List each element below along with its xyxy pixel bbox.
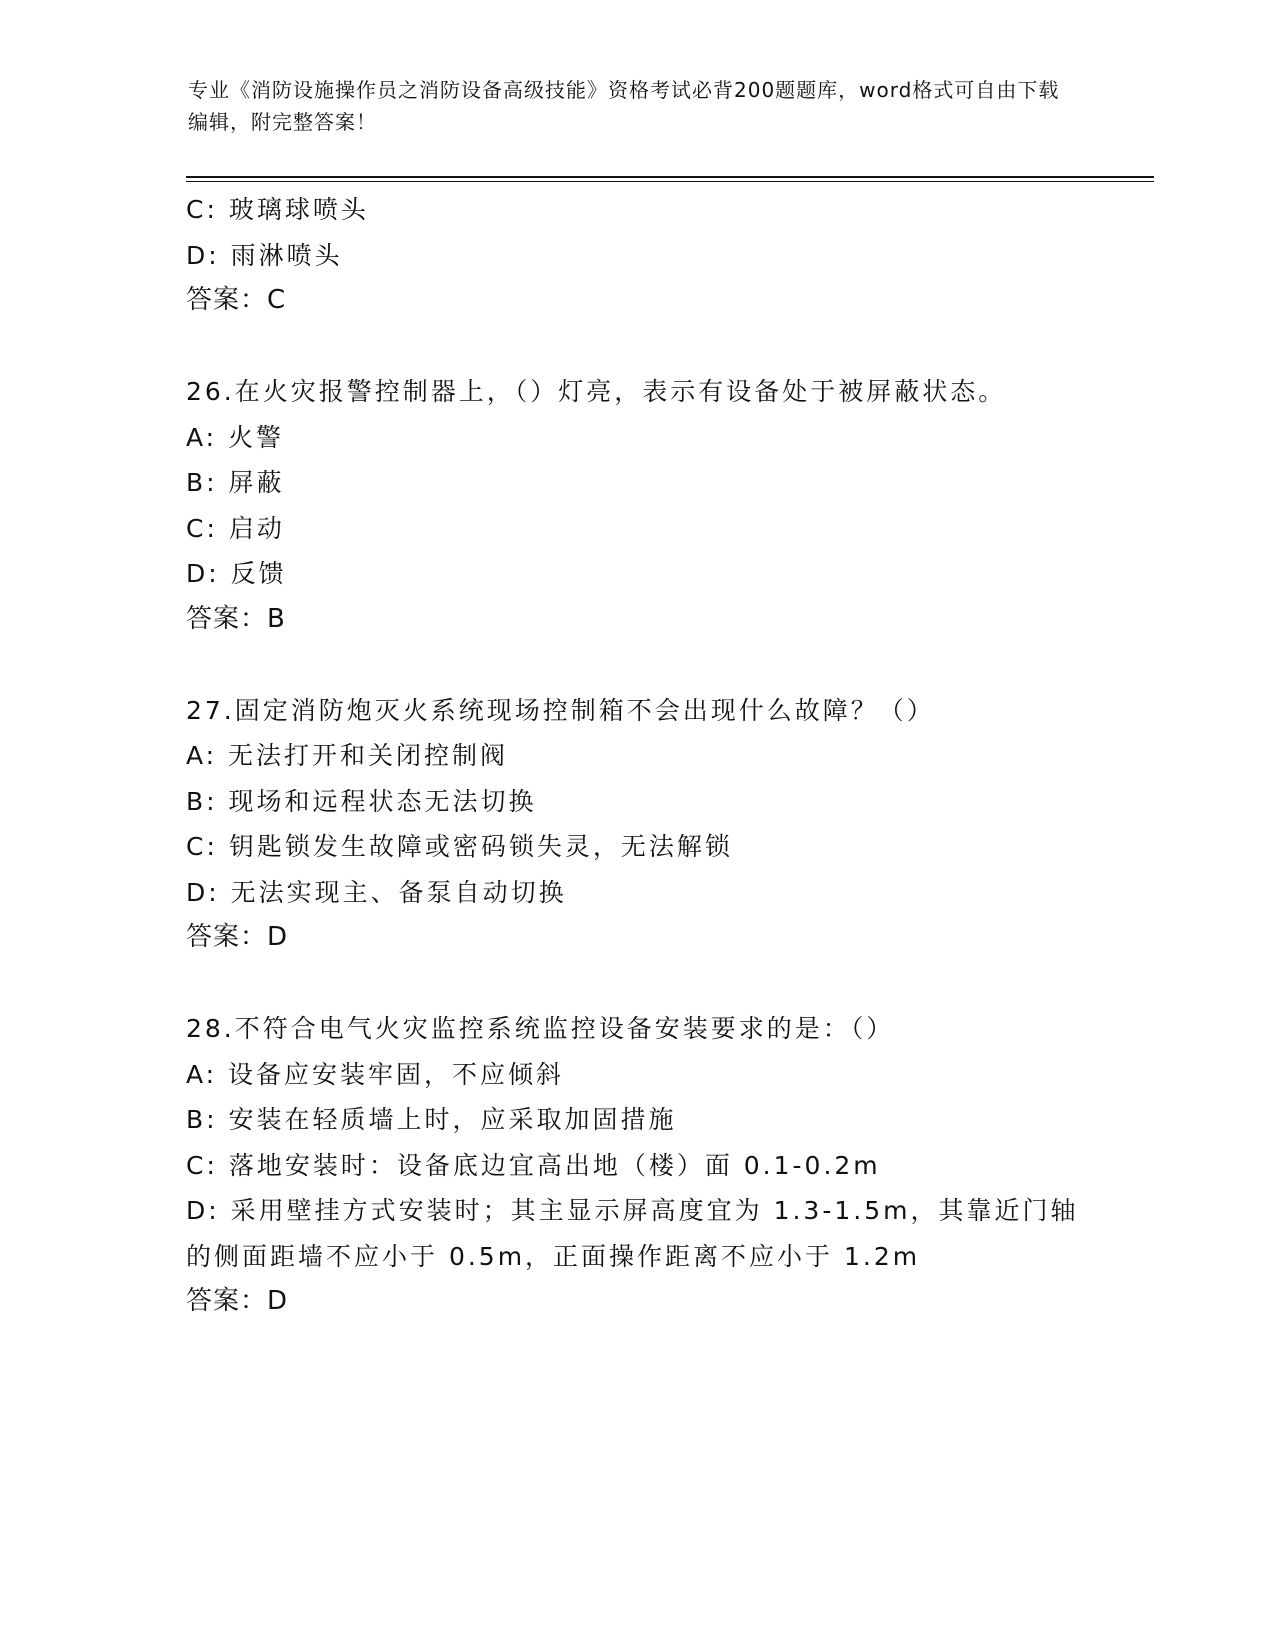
answer-label: 答案：B: [186, 603, 286, 634]
option-d: D: 反馈: [186, 559, 287, 588]
question-stem: 26.在火灾报警控制器上，（）灯亮，表示有设备处于被屏蔽状态。: [186, 377, 1007, 406]
option-c: C: 钥匙锁发生故障或密码锁失灵，无法解锁: [186, 832, 733, 861]
document-header: 专业《消防设施操作员之消防设备高级技能》资格考试必背200题题库，word格式可自由下载编辑，附完整答案！: [188, 78, 1060, 134]
question-block-28: [186, 1006, 1086, 1325]
option-c: C: 落地安装时：设备底边宜高出地（楼）面 0.1-0.2m: [186, 1150, 881, 1180]
header-rule-thin: [186, 181, 1154, 182]
question-stem: 27.固定消防炮灭火系统现场控制箱不会出现什么故障？（）: [186, 695, 935, 725]
option-a: A: 设备应安装牢固，不应倾斜: [186, 1059, 565, 1089]
option-b: B: 安装在轻质墙上时，应采取加固措施: [186, 1105, 677, 1134]
question-list: [186, 187, 1086, 1325]
spacer: [186, 324, 1086, 370]
answer-label: 答案：D: [186, 922, 289, 952]
option-b: B: 屏蔽: [186, 468, 285, 497]
spacer: [186, 961, 1086, 1007]
header-rule-thick: [186, 176, 1154, 178]
option-d: D: 采用壁挂方式安装时；其主显示屏高度宜为 1.3-1.5m，其靠近门轴的侧面距墙不应小于 0.5m，正面操作距离不应小于 1.2m: [186, 1196, 1079, 1271]
option-c: C: 玻璃球喷头: [186, 195, 369, 224]
option-b: B: 现场和远程状态无法切换: [186, 786, 537, 816]
option-a: A: 无法打开和关闭控制阀: [186, 741, 509, 770]
answer-label: 答案：C: [186, 285, 287, 315]
option-d: D: 无法实现主、备泵自动切换: [186, 877, 567, 907]
question-block-27: [186, 688, 1086, 961]
question-stem: 28.不符合电气火灾监控系统监控设备安装要求的是：（）: [186, 1014, 895, 1043]
option-d: D: 雨淋喷头: [186, 240, 343, 270]
option-a: A: 火警: [186, 422, 285, 452]
prev-question-block: [186, 187, 1086, 324]
option-c: C: 启动: [186, 513, 285, 543]
question-block-26: [186, 369, 1086, 642]
spacer: [186, 642, 1086, 688]
answer-label: 答案：D: [186, 1286, 289, 1316]
